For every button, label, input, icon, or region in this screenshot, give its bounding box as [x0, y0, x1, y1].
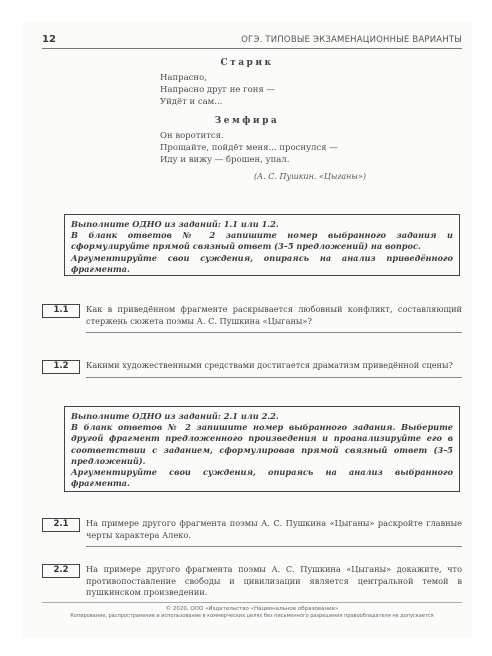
instruction-heading: Выполните ОДНО из заданий: 2.1 или 2.2. [71, 411, 279, 421]
verse-line: Напрасно друг не гоня — [160, 85, 275, 95]
footer-rule [42, 602, 462, 603]
instruction-heading: Выполните ОДНО из заданий: 1.1 или 1.2. [71, 219, 279, 229]
speaker-old-man: Старик [220, 58, 274, 68]
instruction-box-1 [64, 214, 460, 276]
page-footer [42, 606, 462, 620]
instruction-argue: Аргументируйте свои суждения, опираясь на анализ приведённого фрагмента. [71, 252, 453, 274]
exam-page [22, 22, 472, 638]
page-number: 12 [42, 34, 56, 45]
task-question: Как в приведённом фрагменте раскрывается любовный конфликт, составляющий стержень сюжета поэмы А. С. Пушкина «Цыганы»? [86, 304, 462, 326]
verse-line: Уйдёт и сам... [160, 97, 223, 107]
task-number-badge: 1.1 [42, 304, 80, 318]
verse-line: Напрасно, [160, 73, 207, 83]
instruction-box-2 [64, 406, 460, 492]
instruction-body: В бланк ответов № 2 запишите номер выбранного задания. Выберите другой фрагмент предложенного произведения и проанализируйте его в соответствии с заданием, сформулировав прямой связный ответ (3–5 предложений). [71, 422, 453, 466]
answer-rule [86, 546, 462, 547]
task-2-2 [42, 564, 462, 600]
copyright-line: © 2020. ООО «Издательство «Национальное образование» [165, 606, 339, 612]
task-question: Какими художественными средствами достигается драматизм приведённой сцены? [86, 360, 453, 370]
page-header [42, 34, 462, 48]
answer-rule [86, 377, 462, 378]
instruction-argue: Аргументируйте свои суждения, опираясь на анализ выбранного фрагмента. [71, 467, 453, 489]
task-number-badge: 2.1 [42, 518, 80, 532]
verse-line: Иду и вижу — брошен, упал. [160, 155, 290, 165]
series-title: ОГЭ. ТИПОВЫЕ ЭКЗАМЕНАЦИОННЫЕ ВАРИАНТЫ [241, 35, 462, 45]
answer-rule [86, 332, 462, 333]
verse-line: Прощайте, пойдёт меня... проснулся — [160, 143, 338, 153]
verse-line: Он воротится. [160, 131, 224, 141]
task-number-badge: 2.2 [42, 564, 80, 578]
task-question: На примере другого фрагмента поэмы А. С. Пушкина «Цыганы» раскройте главные черты характера Алеко. [86, 518, 462, 540]
task-question: На примере другого фрагмента поэмы А. С. Пушкина «Цыганы» докажите, что противопоставление свободы и цивилизации является центральной темой в пушкинском произведении. [86, 564, 462, 597]
instruction-body: В бланк ответов № 2 запишите номер выбранного задания и сформулируйте прямой связный ответ (3–5 предложений) на вопрос. [71, 230, 453, 252]
speaker-zemfira: Земфира [214, 116, 280, 126]
copyright-notice: Копирование, распространение и использование в коммерческих целях без письменного разрешения правообладателя не допускается [70, 613, 434, 619]
task-number-badge: 1.2 [42, 360, 80, 374]
header-rule [42, 48, 462, 49]
source-attribution: (А. С. Пушкин. «Цыганы») [254, 172, 366, 181]
